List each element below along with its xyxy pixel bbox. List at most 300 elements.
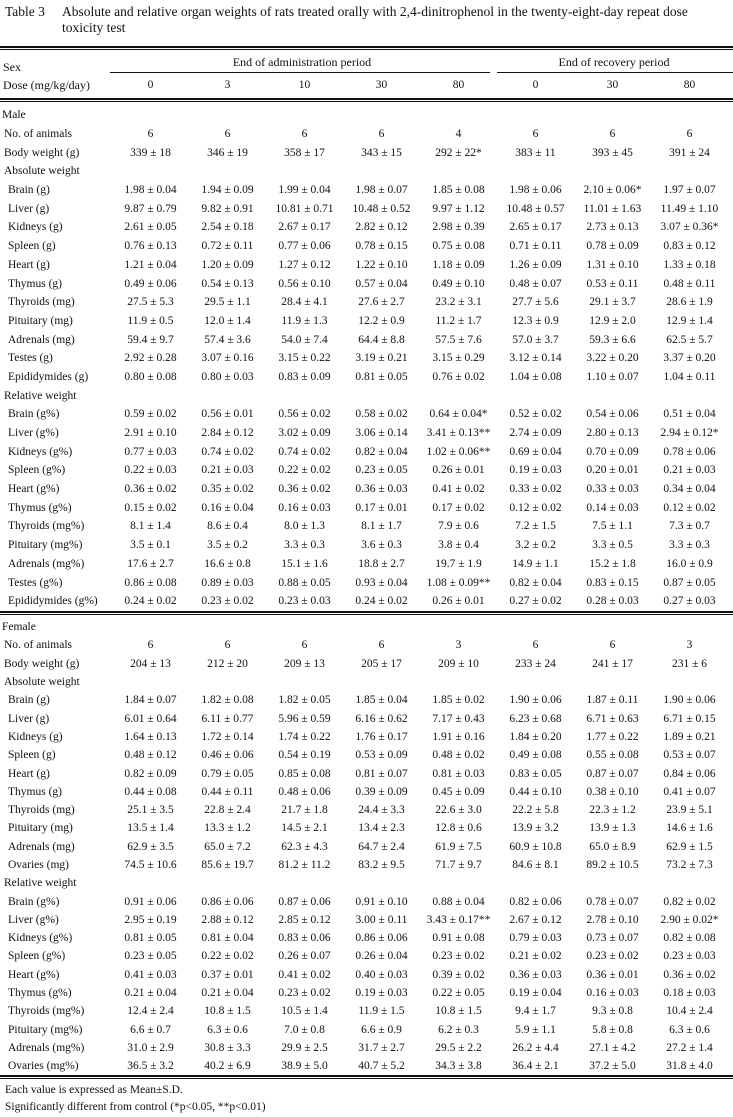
table-cell: 0.35 ± 0.02 bbox=[201, 483, 254, 496]
table-cell: 1.84 ± 0.20 bbox=[509, 730, 562, 743]
table-row-animal-count bbox=[0, 636, 728, 654]
table-row bbox=[0, 312, 728, 331]
table-row bbox=[0, 819, 728, 837]
table-cell: 205 ± 17 bbox=[361, 657, 402, 670]
table-cell: 0.86 ± 0.08 bbox=[124, 576, 177, 589]
organ-label: Liver (g) bbox=[8, 712, 50, 725]
table-cell: 0.39 ± 0.02 bbox=[432, 968, 485, 981]
table-row bbox=[0, 330, 728, 349]
table-cell: 0.72 ± 0.11 bbox=[201, 240, 254, 253]
table-cell: 0.23 ± 0.02 bbox=[201, 595, 254, 608]
table-cell: 0.74 ± 0.02 bbox=[278, 445, 331, 458]
table-cell: 6 bbox=[301, 128, 308, 141]
table-cell: 3.12 ± 0.14 bbox=[509, 352, 562, 365]
table-cell: 28.4 ± 4.1 bbox=[281, 296, 328, 309]
table-cell: 0.82 ± 0.09 bbox=[124, 767, 177, 780]
table-row bbox=[0, 181, 728, 200]
table-cell: 31.7 ± 2.7 bbox=[358, 1041, 405, 1054]
table-row-body-weight bbox=[0, 655, 728, 673]
table-cell: 0.53 ± 0.07 bbox=[663, 749, 716, 762]
table-cell: 1.82 ± 0.08 bbox=[201, 694, 254, 707]
group-header-administration: End of administration period bbox=[232, 55, 372, 69]
table-cell: 6 bbox=[224, 639, 231, 652]
table-cell: 10.8 ± 1.5 bbox=[204, 1005, 251, 1018]
table-cell: 0.75 ± 0.08 bbox=[432, 240, 485, 253]
table-cell: 30.8 ± 3.3 bbox=[204, 1041, 251, 1054]
row-label: No. of animals bbox=[4, 639, 73, 652]
table-cell: 9.82 ± 0.91 bbox=[201, 202, 254, 215]
table-cell: 18.8 ± 2.7 bbox=[358, 557, 405, 570]
organ-label: Epididymides (g) bbox=[8, 370, 89, 383]
table-cell: 15.1 ± 1.6 bbox=[281, 557, 328, 570]
table-row bbox=[0, 691, 728, 709]
table-cell: 2.67 ± 0.17 bbox=[278, 221, 331, 234]
organ-label: Adrenals (mg%) bbox=[8, 1041, 85, 1054]
table-cell: 1.27 ± 0.12 bbox=[278, 258, 331, 271]
table-cell: 13.9 ± 3.2 bbox=[512, 822, 559, 835]
organ-label: Heart (g%) bbox=[8, 483, 60, 496]
table-cell: 6.2 ± 0.3 bbox=[438, 1023, 479, 1036]
table-cell: 19.7 ± 1.9 bbox=[435, 557, 482, 570]
table-row bbox=[0, 274, 728, 293]
table-cell: 9.87 ± 0.79 bbox=[124, 202, 177, 215]
table-cell: 83.2 ± 9.5 bbox=[358, 859, 405, 871]
table-cell: 40.2 ± 6.9 bbox=[204, 1060, 251, 1073]
table-cell: 393 ± 45 bbox=[592, 146, 633, 159]
organ-label: Adrenals (mg%) bbox=[8, 557, 85, 570]
table-cell: 0.76 ± 0.13 bbox=[124, 240, 177, 253]
table-cell: 2.10 ± 0.06* bbox=[583, 184, 642, 197]
table-cell: 17.6 ± 2.7 bbox=[127, 557, 174, 570]
table-cell: 209 ± 13 bbox=[284, 657, 325, 670]
footnote-significance: Significantly different from control (*p<0.05, **p<0.01) bbox=[5, 1101, 266, 1113]
organ-label: Adrenals (mg) bbox=[8, 333, 75, 346]
table-cell: 0.57 ± 0.04 bbox=[355, 277, 408, 290]
table-cell: 0.58 ± 0.02 bbox=[355, 408, 408, 421]
table-cell: 0.19 ± 0.03 bbox=[355, 987, 408, 1000]
table-cell: 6 bbox=[378, 128, 385, 141]
table-cell: 6.3 ± 0.6 bbox=[207, 1023, 248, 1036]
table-row bbox=[0, 368, 728, 387]
table-row bbox=[0, 947, 728, 965]
table-cell: 2.88 ± 0.12 bbox=[201, 913, 254, 926]
table-cell: 1.90 ± 0.06 bbox=[663, 694, 716, 707]
table-cell: 0.91 ± 0.08 bbox=[432, 932, 485, 945]
table-cell: 7.5 ± 1.1 bbox=[592, 520, 633, 533]
table-cell: 12.9 ± 2.0 bbox=[589, 314, 636, 327]
table-cell: 28.6 ± 1.9 bbox=[666, 296, 713, 309]
table-cell: 40.7 ± 5.2 bbox=[358, 1060, 405, 1073]
table-cell: 64.4 ± 8.8 bbox=[358, 333, 405, 346]
table-cell: 0.82 ± 0.04 bbox=[509, 576, 562, 589]
footnote-mean-sd: Each value is expressed as Mean±S.D. bbox=[5, 1084, 183, 1096]
table-cell: 10.4 ± 2.4 bbox=[666, 1005, 713, 1018]
table-cell: 10.8 ± 1.5 bbox=[435, 1005, 482, 1018]
table-cell: 0.21 ± 0.03 bbox=[663, 464, 716, 477]
table-cell: 6 bbox=[147, 128, 154, 141]
table-cell: 0.23 ± 0.02 bbox=[432, 950, 485, 963]
table-cell: 0.33 ± 0.02 bbox=[509, 483, 562, 496]
table-cell: 3.6 ± 0.3 bbox=[361, 539, 402, 552]
table-cell: 0.83 ± 0.06 bbox=[278, 932, 331, 945]
table-cell: 0.53 ± 0.11 bbox=[586, 277, 639, 290]
table-row bbox=[0, 764, 728, 782]
table-cell: 5.9 ± 1.1 bbox=[515, 1023, 556, 1036]
table-cell: 0.39 ± 0.09 bbox=[355, 785, 408, 798]
top-rule-thin bbox=[0, 49, 733, 50]
organ-label: Spleen (g%) bbox=[8, 464, 66, 477]
organ-label: Pituitary (mg) bbox=[8, 822, 73, 835]
table-row bbox=[0, 984, 728, 1002]
table-cell: 27.2 ± 1.4 bbox=[666, 1041, 713, 1054]
table-cell: 241 ± 17 bbox=[592, 657, 633, 670]
organ-label: Ovaries (mg) bbox=[8, 859, 69, 871]
header-rule-thin bbox=[0, 101, 733, 102]
table-cell: 27.6 ± 2.7 bbox=[358, 296, 405, 309]
table-row bbox=[0, 892, 728, 910]
table-cell: 343 ± 15 bbox=[361, 146, 402, 159]
subsection-header-relative bbox=[0, 386, 728, 405]
organ-label: Heart (g) bbox=[8, 767, 50, 780]
table-cell: 0.88 ± 0.04 bbox=[432, 895, 485, 908]
table-cell: 6.11 ± 0.77 bbox=[201, 712, 254, 725]
table-cell: 0.23 ± 0.05 bbox=[124, 950, 177, 963]
table-cell: 0.78 ± 0.06 bbox=[663, 445, 716, 458]
table-cell: 3.3 ± 0.3 bbox=[284, 539, 325, 552]
sex-section-header bbox=[0, 618, 728, 636]
table-cell: 0.86 ± 0.06 bbox=[355, 932, 408, 945]
table-cell: 1.02 ± 0.06** bbox=[426, 445, 491, 458]
table-cell: 65.0 ± 8.9 bbox=[589, 840, 636, 853]
table-cell: 14.5 ± 2.1 bbox=[281, 822, 328, 835]
table-cell: 22.3 ± 1.2 bbox=[589, 804, 636, 817]
table-cell: 0.23 ± 0.03 bbox=[663, 950, 716, 963]
table-row-animal-count bbox=[0, 125, 728, 144]
table-cell: 1.98 ± 0.06 bbox=[509, 184, 562, 197]
table-cell: 0.55 ± 0.08 bbox=[586, 749, 639, 762]
table-cell: 209 ± 10 bbox=[438, 657, 479, 670]
table-cell: 0.91 ± 0.06 bbox=[124, 895, 177, 908]
table-cell: 59.4 ± 9.7 bbox=[127, 333, 174, 346]
organ-label: Brain (g%) bbox=[8, 895, 60, 908]
table-cell: 11.9 ± 0.5 bbox=[127, 314, 174, 327]
dose-header-row bbox=[0, 76, 728, 94]
organ-label: Pituitary (mg%) bbox=[8, 539, 83, 552]
table-cell: 7.0 ± 0.8 bbox=[284, 1023, 325, 1036]
table-cell: 0.19 ± 0.03 bbox=[509, 464, 562, 477]
row-label: Body weight (g) bbox=[4, 146, 80, 159]
table-cell: 0.82 ± 0.02 bbox=[663, 895, 716, 908]
table-cell: 204 ± 13 bbox=[130, 657, 171, 670]
table-cell: 0.73 ± 0.07 bbox=[586, 932, 639, 945]
table-cell: 13.3 ± 1.2 bbox=[204, 822, 251, 835]
header-rule bbox=[0, 98, 733, 100]
table-cell: 0.27 ± 0.03 bbox=[663, 595, 716, 608]
table-cell: 62.3 ± 4.3 bbox=[281, 840, 328, 853]
table-cell: 0.24 ± 0.02 bbox=[355, 595, 408, 608]
group-underline-recovery bbox=[497, 72, 733, 73]
table-cell: 0.48 ± 0.02 bbox=[432, 749, 485, 762]
table-cell: 15.2 ± 1.8 bbox=[589, 557, 636, 570]
table-cell: 346 ± 19 bbox=[207, 146, 248, 159]
table-row bbox=[0, 480, 728, 499]
table-cell: 10.48 ± 0.57 bbox=[506, 202, 565, 215]
organ-label: Thyroids (mg%) bbox=[8, 1005, 85, 1018]
table-cell: 0.22 ± 0.02 bbox=[278, 464, 331, 477]
table-cell: 1.77 ± 0.22 bbox=[586, 730, 639, 743]
table-cell: 11.9 ± 1.3 bbox=[281, 314, 328, 327]
table-cell: 10.81 ± 0.71 bbox=[275, 202, 334, 215]
table-cell: 60.9 ± 10.8 bbox=[509, 840, 562, 853]
table-cell: 1.90 ± 0.06 bbox=[509, 694, 562, 707]
organ-label: Spleen (g) bbox=[8, 240, 56, 253]
table-cell: 6 bbox=[686, 128, 693, 141]
table-cell: 0.23 ± 0.03 bbox=[278, 595, 331, 608]
dose-column-header: 30 bbox=[375, 79, 388, 91]
table-cell: 3.15 ± 0.22 bbox=[278, 352, 331, 365]
table-cell: 34.3 ± 3.8 bbox=[435, 1060, 482, 1073]
organ-label: Thyroids (mg%) bbox=[8, 520, 85, 533]
table-row bbox=[0, 293, 728, 312]
table-cell: 4 bbox=[455, 128, 462, 141]
table-cell: 0.36 ± 0.03 bbox=[355, 483, 408, 496]
table-cell: 11.2 ± 1.7 bbox=[435, 314, 482, 327]
table-cell: 29.9 ± 2.5 bbox=[281, 1041, 328, 1054]
table-cell: 1.26 ± 0.09 bbox=[509, 258, 562, 271]
table-cell: 0.59 ± 0.02 bbox=[124, 408, 177, 421]
table-cell: 0.40 ± 0.03 bbox=[355, 968, 408, 981]
dose-column-header: 10 bbox=[298, 79, 311, 91]
female-table bbox=[0, 618, 728, 1075]
table-row bbox=[0, 592, 728, 611]
table-row bbox=[0, 801, 728, 819]
table-row bbox=[0, 911, 728, 929]
table-cell: 0.44 ± 0.08 bbox=[124, 785, 177, 798]
table-cell: 3.07 ± 0.16 bbox=[201, 352, 254, 365]
subsection-header-relative bbox=[0, 874, 728, 892]
table-row bbox=[0, 199, 728, 218]
table-cell: 6 bbox=[378, 639, 385, 652]
table-cell: 0.82 ± 0.08 bbox=[663, 932, 716, 945]
table-cell: 0.36 ± 0.02 bbox=[124, 483, 177, 496]
sex-section-header bbox=[0, 106, 728, 125]
table-cell: 1.97 ± 0.07 bbox=[663, 184, 716, 197]
table-cell: 292 ± 22* bbox=[435, 146, 482, 159]
bottom-rule bbox=[0, 1075, 733, 1077]
table-cell: 1.33 ± 0.18 bbox=[663, 258, 716, 271]
table-cell: 29.5 ± 1.1 bbox=[204, 296, 251, 309]
table-cell: 6.01 ± 0.64 bbox=[124, 712, 177, 725]
table-cell: 0.52 ± 0.02 bbox=[509, 408, 562, 421]
subsection-label: Absolute weight bbox=[4, 676, 80, 689]
table-cell: 2.61 ± 0.05 bbox=[124, 221, 177, 234]
table-cell: 0.26 ± 0.01 bbox=[432, 464, 485, 477]
table-cell: 38.9 ± 5.0 bbox=[281, 1060, 328, 1073]
table-cell: 13.4 ± 2.3 bbox=[358, 822, 405, 835]
table-cell: 6.71 ± 0.15 bbox=[663, 712, 716, 725]
table-row bbox=[0, 728, 728, 746]
table-cell: 11.9 ± 1.5 bbox=[358, 1005, 405, 1018]
table-cell: 1.64 ± 0.13 bbox=[124, 730, 177, 743]
table-cell: 0.23 ± 0.05 bbox=[355, 464, 408, 477]
table-cell: 0.78 ± 0.15 bbox=[355, 240, 408, 253]
table-cell: 61.9 ± 7.5 bbox=[435, 840, 482, 853]
table-cell: 6.3 ± 0.6 bbox=[669, 1023, 710, 1036]
organ-label: Thymus (g%) bbox=[8, 501, 72, 514]
sex-label: Male bbox=[2, 109, 26, 122]
table-cell: 13.9 ± 1.3 bbox=[589, 822, 636, 835]
table-cell: 6 bbox=[609, 639, 616, 652]
table-cell: 8.1 ± 1.7 bbox=[361, 520, 402, 533]
table-cell: 0.48 ± 0.06 bbox=[278, 785, 331, 798]
table-cell: 12.3 ± 0.9 bbox=[512, 314, 559, 327]
table-cell: 2.90 ± 0.02* bbox=[660, 913, 719, 926]
table-cell: 24.4 ± 3.3 bbox=[358, 804, 405, 817]
table-cell: 0.41 ± 0.02 bbox=[432, 483, 485, 496]
table-row bbox=[0, 573, 728, 592]
table-cell: 27.7 ± 5.6 bbox=[512, 296, 559, 309]
table-cell: 0.81 ± 0.05 bbox=[355, 370, 408, 383]
table-row bbox=[0, 929, 728, 947]
table-cell: 62.9 ± 3.5 bbox=[127, 840, 174, 853]
table-cell: 13.5 ± 1.4 bbox=[127, 822, 174, 835]
table-number: Table 3 bbox=[5, 4, 45, 19]
organ-label: Kidneys (g%) bbox=[8, 932, 73, 945]
table-cell: 1.85 ± 0.08 bbox=[432, 184, 485, 197]
table-cell: 57.4 ± 3.6 bbox=[204, 333, 251, 346]
table-cell: 2.67 ± 0.12 bbox=[509, 913, 562, 926]
group-underline-administration bbox=[110, 72, 490, 73]
table-cell: 0.85 ± 0.08 bbox=[278, 767, 331, 780]
table-cell: 62.9 ± 1.5 bbox=[666, 840, 713, 853]
table-cell: 0.79 ± 0.05 bbox=[201, 767, 254, 780]
table-cell: 0.64 ± 0.04* bbox=[429, 408, 488, 421]
table-cell: 2.84 ± 0.12 bbox=[201, 427, 254, 440]
organ-label: Pituitary (mg) bbox=[8, 314, 73, 327]
table-cell: 3.07 ± 0.36* bbox=[660, 221, 719, 234]
table-cell: 5.96 ± 0.59 bbox=[278, 712, 331, 725]
table-cell: 36.4 ± 2.1 bbox=[512, 1060, 559, 1073]
organ-label: Spleen (g%) bbox=[8, 950, 66, 963]
table-row bbox=[0, 555, 728, 574]
bottom-rule-thin bbox=[0, 1078, 733, 1079]
table-cell: 0.88 ± 0.05 bbox=[278, 576, 331, 589]
table-cell: 6 bbox=[609, 128, 616, 141]
sex-label: Female bbox=[2, 621, 36, 634]
table-cell: 0.80 ± 0.08 bbox=[124, 370, 177, 383]
table-cell: 3.5 ± 0.2 bbox=[207, 539, 248, 552]
table-cell: 3.2 ± 0.2 bbox=[515, 539, 556, 552]
table-cell: 0.87 ± 0.07 bbox=[586, 767, 639, 780]
organ-label: Brain (g) bbox=[8, 694, 50, 707]
section-rule bbox=[0, 611, 733, 613]
organ-label: Thyroids (mg) bbox=[8, 296, 75, 309]
dose-column-header: 3 bbox=[224, 79, 231, 91]
table-cell: 37.2 ± 5.0 bbox=[589, 1060, 636, 1073]
table-cell: 0.33 ± 0.03 bbox=[586, 483, 639, 496]
table-cell: 0.16 ± 0.03 bbox=[586, 987, 639, 1000]
table-title: Absolute and relative organ weights of rats treated orally with 2,4-dinitrophenol in the twenty-eight-day repeat dose toxicity test bbox=[62, 4, 688, 35]
table-cell: 3.22 ± 0.20 bbox=[586, 352, 639, 365]
table-cell: 3.3 ± 0.3 bbox=[669, 539, 710, 552]
organ-label: Ovaries (mg%) bbox=[8, 1060, 79, 1073]
table-cell: 0.20 ± 0.01 bbox=[586, 464, 639, 477]
table-cell: 0.41 ± 0.07 bbox=[663, 785, 716, 798]
organ-label: Liver (g%) bbox=[8, 913, 59, 926]
table-cell: 0.82 ± 0.06 bbox=[509, 895, 562, 908]
table-cell: 1.22 ± 0.10 bbox=[355, 258, 408, 271]
table-cell: 0.27 ± 0.02 bbox=[509, 595, 562, 608]
dose-column-header: 0 bbox=[147, 79, 154, 91]
table-cell: 0.44 ± 0.10 bbox=[509, 785, 562, 798]
table-cell: 2.80 ± 0.13 bbox=[586, 427, 639, 440]
table-row bbox=[0, 856, 728, 874]
table-cell: 0.53 ± 0.09 bbox=[355, 749, 408, 762]
table-cell: 27.1 ± 4.2 bbox=[589, 1041, 636, 1054]
table-cell: 0.83 ± 0.09 bbox=[278, 370, 331, 383]
table-cell: 0.93 ± 0.04 bbox=[355, 576, 408, 589]
table-cell: 59.3 ± 6.6 bbox=[589, 333, 636, 346]
table-cell: 6 bbox=[301, 639, 308, 652]
table-cell: 0.37 ± 0.01 bbox=[201, 968, 254, 981]
table-cell: 0.48 ± 0.12 bbox=[124, 749, 177, 762]
table-cell: 0.14 ± 0.03 bbox=[586, 501, 639, 514]
table-cell: 3 bbox=[455, 639, 462, 652]
table-cell: 7.9 ± 0.6 bbox=[438, 520, 479, 533]
table-cell: 1.87 ± 0.11 bbox=[586, 694, 639, 707]
table-row bbox=[0, 709, 728, 727]
table-cell: 21.7 ± 1.8 bbox=[281, 804, 328, 817]
table-cell: 0.54 ± 0.06 bbox=[586, 408, 639, 421]
organ-label: Pituitary (mg%) bbox=[8, 1023, 83, 1036]
table-cell: 23.9 ± 5.1 bbox=[666, 804, 713, 817]
table-cell: 1.91 ± 0.16 bbox=[432, 730, 485, 743]
table-cell: 0.83 ± 0.12 bbox=[663, 240, 716, 253]
table-cell: 22.8 ± 2.4 bbox=[204, 804, 251, 817]
table-cell: 1.82 ± 0.05 bbox=[278, 694, 331, 707]
table-cell: 1.85 ± 0.02 bbox=[432, 694, 485, 707]
table-cell: 0.16 ± 0.04 bbox=[201, 501, 254, 514]
table-cell: 73.2 ± 7.3 bbox=[666, 859, 713, 871]
table-cell: 0.23 ± 0.02 bbox=[586, 950, 639, 963]
table-cell: 3.3 ± 0.5 bbox=[592, 539, 633, 552]
table-cell: 2.91 ± 0.10 bbox=[124, 427, 177, 440]
table-cell: 0.49 ± 0.06 bbox=[124, 277, 177, 290]
table-cell: 6 bbox=[532, 128, 539, 141]
table-cell: 29.5 ± 2.2 bbox=[435, 1041, 482, 1054]
table-cell: 2.94 ± 0.12* bbox=[660, 427, 719, 440]
table-cell: 54.0 ± 7.4 bbox=[281, 333, 328, 346]
table-cell: 3 bbox=[686, 639, 693, 652]
table-cell: 0.54 ± 0.19 bbox=[278, 749, 331, 762]
table-cell: 0.48 ± 0.07 bbox=[509, 277, 562, 290]
table-cell: 7.17 ± 0.43 bbox=[432, 712, 485, 725]
table-cell: 57.0 ± 3.7 bbox=[512, 333, 559, 346]
table-cell: 0.84 ± 0.06 bbox=[663, 767, 716, 780]
table-cell: 85.6 ± 19.7 bbox=[201, 859, 254, 871]
table-cell: 0.80 ± 0.03 bbox=[201, 370, 254, 383]
table-cell: 0.79 ± 0.03 bbox=[509, 932, 562, 945]
table-cell: 12.4 ± 2.4 bbox=[127, 1005, 174, 1018]
sex-header: Sex bbox=[3, 60, 21, 74]
table-cell: 0.41 ± 0.02 bbox=[278, 968, 331, 981]
table-cell: 0.89 ± 0.03 bbox=[201, 576, 254, 589]
table-cell: 57.5 ± 7.6 bbox=[435, 333, 482, 346]
table-cell: 2.78 ± 0.10 bbox=[586, 913, 639, 926]
table-row bbox=[0, 536, 728, 555]
table-cell: 65.0 ± 7.2 bbox=[204, 840, 251, 853]
table-cell: 0.86 ± 0.06 bbox=[201, 895, 254, 908]
